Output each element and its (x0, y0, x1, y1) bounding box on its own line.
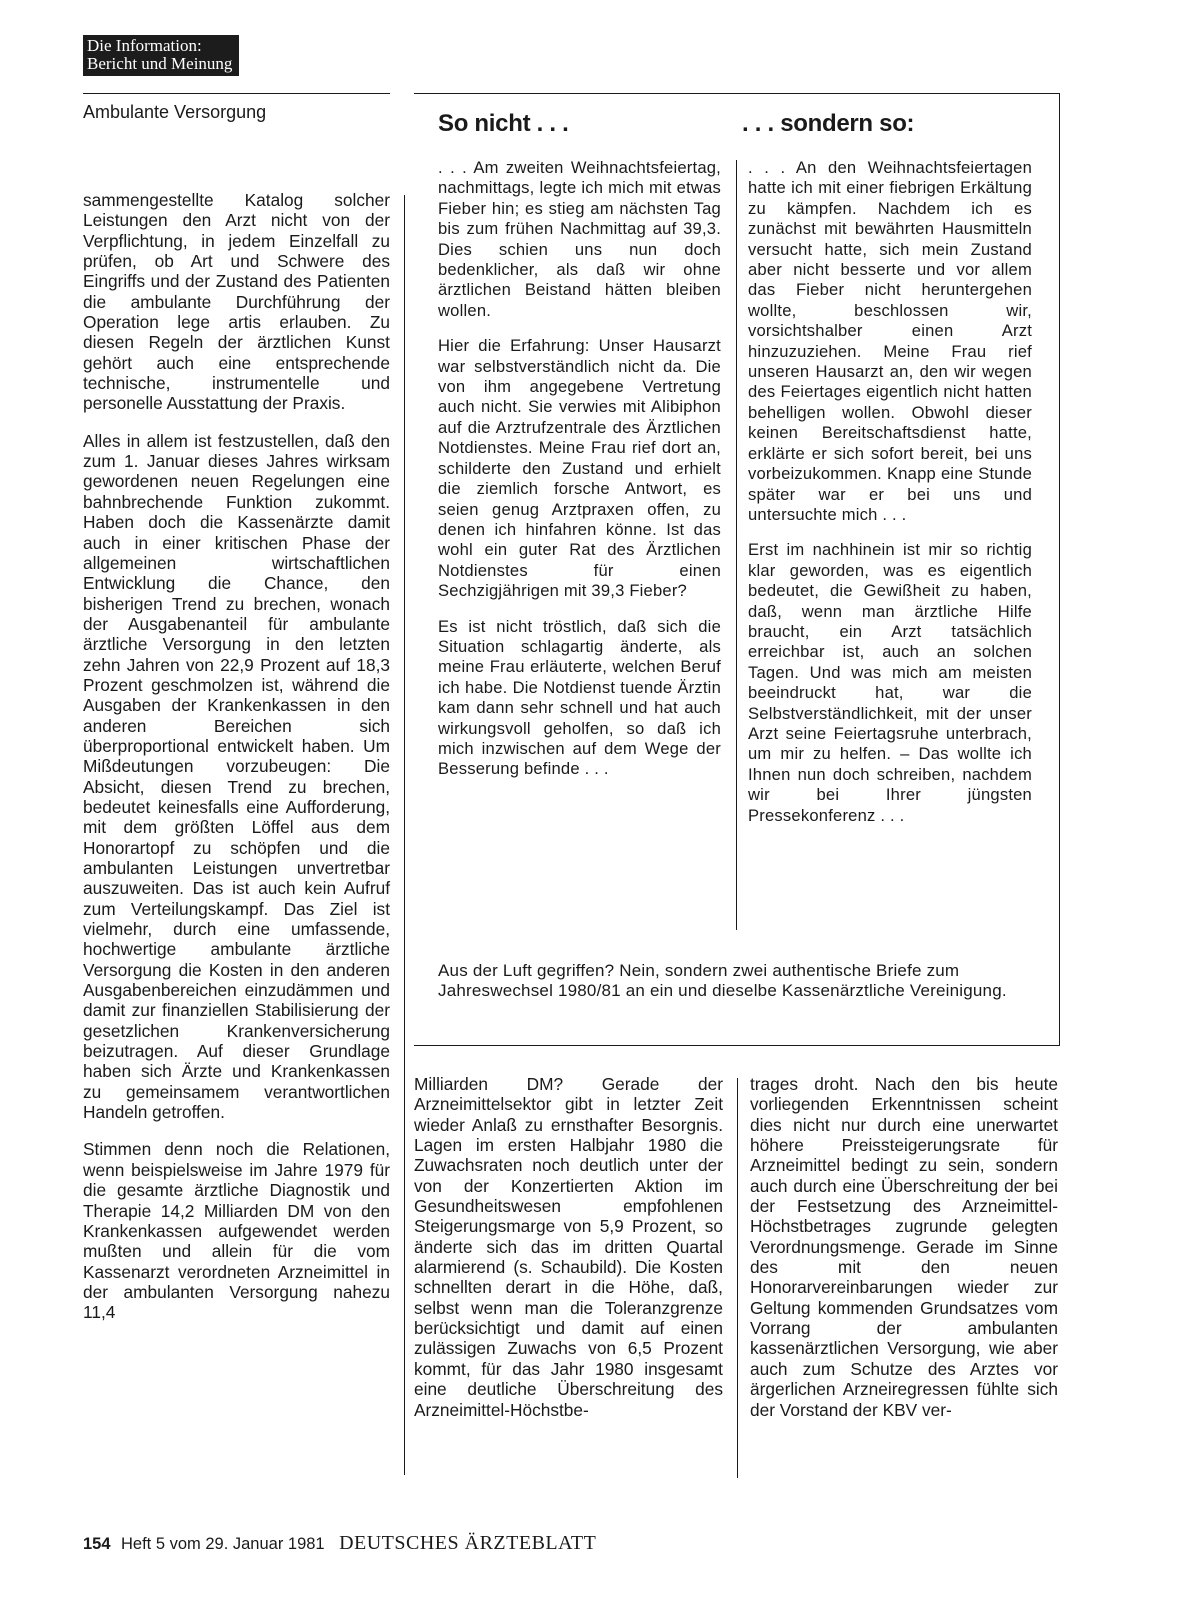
letter-left-paragraph-2: Hier die Erfahrung: Unser Hausarzt war selbstverständlich nicht da. Die von ihm angegebene Vertretung auch nicht. Sie verwies mit Alibiphon auf die Arztrufzentrale des Ärztlichen Notdienstes. Meine Frau rief dort an, schilderte den Zustand und erhielt die ziemlich forsche Antwort, es seien genug Arztpraxen offen, zu denen ich hinfahren könne. Ist das wohl ein guter Rat des Ärztlichen Notdienstes für einen Sechzigjährigen mit 39,3 Fieber? (438, 336, 721, 601)
left-paragraph-3: Stimmen denn noch die Relationen, wenn beispielsweise im Jahre 1979 für die gesamte ärztliche Diagnostik und Therapie 14,2 Milliarden DM von den Krankenkassen aufgewendet werden mußten und allein für die vom Kassenarzt verordneten Arzneimittel in der ambulanten Versorgung nahezu 11,4 (83, 1139, 390, 1323)
left-column (83, 190, 390, 1323)
left-paragraph-2: Alles in allem ist festzustellen, daß den zum 1. Januar dieses Jahres wirksam gewordenen neuen Regelungen eine bahnbrechende Funktion zukommt. Haben doch die Kassenärzte damit auch in einer kritischen Phase der allgemeinen wirtschaftlichen Entwicklung die Chance, den bisherigen Trend zu brechen, wonach der Ausgabenanteil für ambulante ärztliche Versorgung in den letzten zehn Jahren von 22,9 Prozent auf 18,3 Prozent geschmolzen ist, während die Ausgaben der Krankenkassen in den anderen Bereichen sich überproportional entwickelt haben. Um Mißdeutungen vorzubeugen: Die Absicht, diesen Trend zu brechen, bedeutet keinesfalls eine Aufforderung, mit dem größten Löffel aus dem Honorartopf zu schöpfen und die ambulanten Leistungen unvertretbar auszuweiten. Das ist auch kein Aufruf zum Verteilungskampf. Das Ziel ist vielmehr, durch eine umfassende, hochwertige ambulante ärztliche Versorgung die Kosten in den anderen Ausgabenbereichen einzudämmen und damit zur finanziellen Stabilisierung der gesetzlichen Krankenversicherung beizutragen. Auf dieser Grundlage haben sich Ärzte und Krankenkassen zu gemeinsamem verantwortlichen Handeln getroffen. (83, 430, 390, 1123)
letter-right (748, 158, 1032, 826)
box-bottom-rule (414, 1045, 1060, 1046)
letter-left-paragraph-3: Es ist nicht tröstlich, daß sich die Situation schlagartig änderte, als meine Frau erläuterte, welchen Beruf ich habe. Die Notdienst tuende Ärztin kam dann sehr schnell und hat auch wirkungsvoll geholfen, so daß ich mich inzwischen auf dem Wege der Besserung befinde . . . (438, 616, 721, 779)
box-heading-right: . . . sondern so: (742, 110, 915, 137)
journal-name: DEUTSCHES ÄRZTEBLATT (339, 1532, 597, 1554)
section-tag-line2: Bericht und Meinung (87, 54, 233, 73)
right-column: trages droht. Nach den bis heute vorliegenden Erkenntnissen scheint dies nicht nur durch eine unerwartet höhere Preissteigerungsrate für Arzneimittel bedingt zu sein, sondern auch durch eine Überschreitung der bei der Festsetzung des Arzneimittel-Höchstbetrages zugrunde gelegten Verordnungsmenge. Gerade im Sinne des mit den neuen Honorarvereinbarungen wieder zur Geltung kommenden Grundsatzes vom Vorrang der ambulanten kassenärztlichen Versorgung, wie aber auch zum Schutze des Arztes vor ärgerlichen Arzneiregressen fühlte sich der Vorstand der KBV ver- (750, 1074, 1058, 1420)
middle-column-rule (737, 1078, 738, 1478)
letter-right-paragraph-1: . . . An den Weihnachtsfeiertagen hatte ich mit einer fiebrigen Erkältung zu kämpfen. Nachdem ich es zunächst mit bewährten Hausmitteln versucht hatte, sich mein Zustand aber nicht besserte und vor allem das Fieber nicht heruntergehen wollte, beschlossen wir, vorsichtshalber einen Arzt hinzuzuziehen. Meine Frau rief unseren Hausarzt an, den wir wegen des Feiertages eigentlich nicht hatten behelligen wollen. Obwohl dieser keinen Bereitschaftsdienst hatte, erklärte er sich sofort bereit, bei uns vorbeizukommen. Knapp eine Stunde später war er bei uns und untersuchte mich . . . (748, 158, 1032, 524)
topic-label: Ambulante Versorgung (83, 102, 267, 122)
letter-left-paragraph-1: . . . Am zweiten Weihnachtsfeiertag, nachmittags, legte ich mich mit etwas Fieber hin; es stieg am nächsten Tag bis zum frühen Nachmittag auf 39,3. Dies schien uns nun doch bedenklicher, als daß wir ohne ärztlichen Beistand hätten bleiben wollen. (438, 158, 721, 320)
letter-right-paragraph-2: Erst im nachhinein ist mir so richtig klar geworden, was es eigentlich bedeutet, die Gewißheit zu haben, daß, wenn man ärztliche Hilfe braucht, ein Arzt tatsächlich erreichbar ist, auch an solchen Tagen. Und was mich am meisten beeindruckt hat, war die Selbstverständlichkeit, mit der unser Arzt seine Feiertagsruhe unterbrach, um mir zu helfen. – Das wollte ich Ihnen nun doch schreiben, nachdem wir bei Ihrer jüngsten Pressekonferenz . . . (748, 540, 1032, 825)
header-rule (83, 93, 390, 94)
box-top-rule (414, 93, 1060, 94)
box-divider (736, 160, 737, 930)
middle-column: Milliarden DM? Gerade der Arzneimittelsektor gibt in letzter Zeit wieder Anlaß zu ernsthafter Besorgnis. Lagen im ersten Halbjahr 1980 die Zuwachsraten noch deutlich unter der von der Konzertierten Aktion im Gesundheitswesen empfohlenen Steigerungsmarge von 5,9 Prozent, so änderte sich das im dritten Quartal alarmierend (s. Schaubild). Die Kosten schnellten derart in die Höhe, daß, selbst wenn man die Toleranzgrenze berücksichtigt und damit auf einen zulässigen Zuwachs von 6,5 Prozent kommt, für das Jahr 1980 insgesamt eine deutliche Überschreitung des Arzneimittel-Höchstbe- (414, 1074, 723, 1420)
box-heading-left: So nicht . . . (438, 110, 569, 137)
left-paragraph-1: sammengestellte Katalog solcher Leistungen den Arzt nicht von der Verpflichtung, in jedem Einzelfall zu prüfen, ob Art und Schwere des Eingriffs und der Zustand des Patienten die ambulante Durchführung der Operation lege artis erlauben. Zu diesen Regeln der ärztlichen Kunst gehört auch eine entsprechende technische, instrumentelle und personelle Ausstattung der Praxis. (83, 190, 390, 414)
page-footer (83, 1532, 596, 1555)
page-number: 154 (83, 1535, 111, 1553)
letter-left (438, 158, 721, 780)
box-caption: Aus der Luft gegriffen? Nein, sondern zwei authentische Briefe zum Jahreswechsel 1980/81 an ein und dieselbe Kassenärztliche Vereinigung. (438, 961, 1007, 1001)
section-tag (83, 35, 239, 76)
section-tag-line1: Die Information: (87, 36, 202, 55)
left-column-rule (404, 195, 405, 1475)
issue-info: Heft 5 vom 29. Januar 1981 (120, 1535, 325, 1553)
box-right-rule (1059, 93, 1060, 1046)
